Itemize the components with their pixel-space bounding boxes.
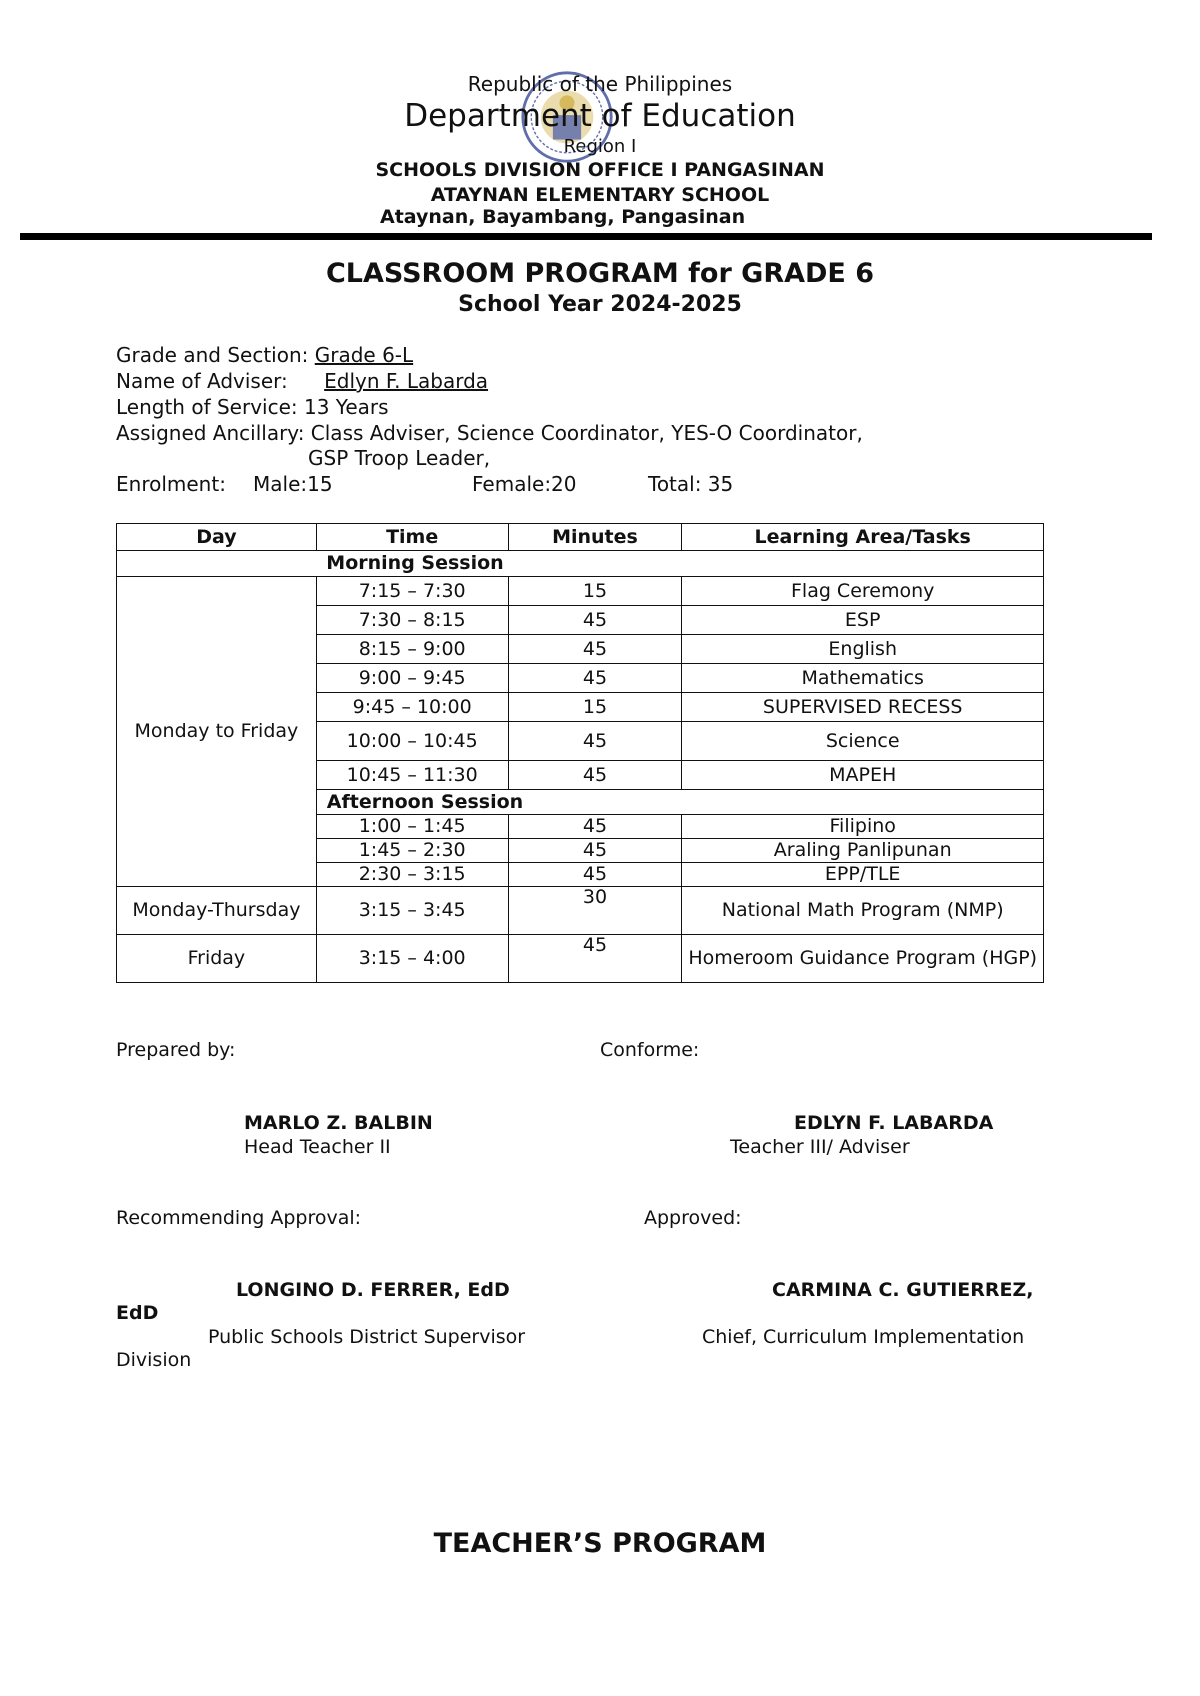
prepared-name: MARLO Z. BALBIN <box>244 1112 433 1134</box>
task-cell: EPP/TLE <box>682 863 1044 887</box>
conforme-title: Teacher III/ Adviser <box>730 1136 910 1158</box>
minutes-cell: 45 <box>508 761 682 790</box>
col-header-minutes: Minutes <box>508 524 682 551</box>
school-name: ATAYNAN ELEMENTARY SCHOOL <box>430 184 770 206</box>
republic-line: Republic of the Philippines <box>467 72 733 96</box>
time-cell: 8:15 – 9:00 <box>316 635 508 664</box>
school-address: Ataynan, Bayambang, Pangasinan <box>380 206 746 228</box>
minutes-cell: 45 <box>508 664 682 693</box>
task-cell: Homeroom Guidance Program (HGP) <box>682 935 1044 983</box>
approved-title: Chief, Curriculum Implementation <box>702 1326 1025 1348</box>
table-header-row <box>117 524 1044 551</box>
schedule-table <box>116 523 1044 983</box>
recommending-name: LONGINO D. FERRER, EdD <box>236 1279 510 1301</box>
table-row <box>117 935 1044 983</box>
time-cell: 1:00 – 1:45 <box>316 815 508 839</box>
minutes-cell: 30 <box>508 887 682 935</box>
time-cell: 3:15 – 4:00 <box>316 935 508 983</box>
time-cell: 7:15 – 7:30 <box>316 577 508 606</box>
recommending-label: Recommending Approval: <box>116 1207 362 1229</box>
prepared-label: Prepared by: <box>116 1039 236 1061</box>
task-cell: SUPERVISED RECESS <box>682 693 1044 722</box>
col-header-task: Learning Area/Tasks <box>682 524 1044 551</box>
minutes-cell: 45 <box>508 606 682 635</box>
day-cell: Friday <box>117 935 317 983</box>
time-cell: 3:15 – 3:45 <box>316 887 508 935</box>
time-cell: 1:45 – 2:30 <box>316 839 508 863</box>
approved-name-continued: EdD <box>116 1302 159 1324</box>
minutes-cell: 45 <box>508 839 682 863</box>
approved-label: Approved: <box>644 1207 742 1229</box>
division-line: SCHOOLS DIVISION OFFICE I PANGASINAN <box>375 159 825 181</box>
minutes-cell: 45 <box>508 863 682 887</box>
recommending-title: Public Schools District Supervisor <box>208 1326 526 1348</box>
grade-label: Grade and Section: <box>116 343 315 367</box>
region-line: Region I <box>563 136 637 157</box>
time-cell: 2:30 – 3:15 <box>316 863 508 887</box>
minutes-cell: 45 <box>508 635 682 664</box>
ancillary-line-2: GSP Troop Leader, <box>308 446 491 470</box>
enrolment-male: Male:15 <box>253 472 333 496</box>
approved-title-continued: Division <box>116 1349 192 1371</box>
time-cell: 9:45 – 10:00 <box>316 693 508 722</box>
minutes-cell: 45 <box>508 935 682 983</box>
task-cell: MAPEH <box>682 761 1044 790</box>
task-cell: Science <box>682 722 1044 761</box>
department-line: Department of Education <box>404 98 796 134</box>
afternoon-session-label: Afternoon Session <box>316 790 1043 815</box>
approved-name: CARMINA C. GUTIERREZ, <box>772 1279 1034 1301</box>
task-cell: National Math Program (NMP) <box>682 887 1044 935</box>
conforme-name: EDLYN F. LABARDA <box>794 1112 994 1134</box>
task-cell: Flag Ceremony <box>682 577 1044 606</box>
time-cell: 10:45 – 11:30 <box>316 761 508 790</box>
task-cell: ESP <box>682 606 1044 635</box>
minutes-cell: 45 <box>508 815 682 839</box>
task-cell: Mathematics <box>682 664 1044 693</box>
minutes-cell: 15 <box>508 577 682 606</box>
adviser-line <box>116 369 488 393</box>
time-cell: 9:00 – 9:45 <box>316 664 508 693</box>
task-cell: Filipino <box>682 815 1044 839</box>
morning-session-row <box>117 551 1044 577</box>
conforme-label: Conforme: <box>600 1039 700 1061</box>
school-year: School Year 2024-2025 <box>458 292 742 317</box>
enrolment-female: Female:20 <box>472 472 577 496</box>
weekday-cell: Monday to Friday <box>117 577 317 887</box>
time-cell: 10:00 – 10:45 <box>316 722 508 761</box>
time-cell: 7:30 – 8:15 <box>316 606 508 635</box>
prepared-title: Head Teacher II <box>244 1136 391 1158</box>
task-cell: Araling Panlipunan <box>682 839 1044 863</box>
grade-section-line <box>116 343 413 367</box>
minutes-cell: 15 <box>508 693 682 722</box>
minutes-cell: 45 <box>508 722 682 761</box>
service-line: Length of Service: 13 Years <box>116 395 389 419</box>
adviser-label: Name of Adviser: <box>116 369 295 393</box>
enrolment-total: Total: 35 <box>648 472 734 496</box>
day-cell: Monday-Thursday <box>117 887 317 935</box>
header-divider <box>20 233 1152 240</box>
table-row <box>117 887 1044 935</box>
col-header-day: Day <box>117 524 317 551</box>
col-header-time: Time <box>316 524 508 551</box>
grade-value: Grade 6-L <box>314 343 414 367</box>
teacher-program-heading: TEACHER’S PROGRAM <box>433 1528 767 1559</box>
ancillary-line-1: Assigned Ancillary: Class Adviser, Science Coordinator, YES-O Coordinator, <box>116 421 863 445</box>
page-title: CLASSROOM PROGRAM for GRADE 6 <box>325 258 875 289</box>
adviser-value: Edlyn F. Labarda <box>324 369 489 393</box>
enrolment-label: Enrolment: <box>116 472 226 496</box>
task-cell: English <box>682 635 1044 664</box>
table-row <box>117 577 1044 606</box>
morning-session-label: Morning Session <box>316 551 1043 577</box>
